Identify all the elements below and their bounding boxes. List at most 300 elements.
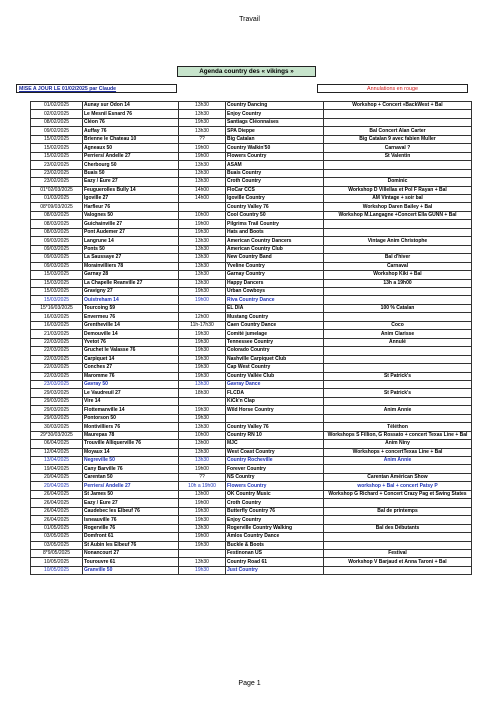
row-club: KiCk'n Clap xyxy=(226,397,324,405)
row-note: Annulé xyxy=(324,338,472,346)
row-place: Perriers/ Andelle 27 xyxy=(83,152,179,160)
row-time: 13h30 xyxy=(179,161,226,169)
table-row xyxy=(31,144,472,152)
table-row xyxy=(31,431,472,439)
row-place: Maurepas 78 xyxy=(83,431,179,439)
table-row xyxy=(31,473,472,481)
row-club: Country Valley 76 xyxy=(226,423,324,431)
row-note: Festival xyxy=(324,550,472,558)
row-note xyxy=(324,364,472,372)
row-club: Hats and Boots xyxy=(226,228,324,236)
row-place: Le Mesnil Esnard 76 xyxy=(83,110,179,118)
row-place: Garnay 28 xyxy=(83,271,179,279)
table-row xyxy=(31,254,472,262)
row-note xyxy=(324,245,472,253)
row-club: Comité jumelage xyxy=(226,330,324,338)
row-date: 15*16/03/2025 xyxy=(31,304,83,312)
row-time: 13h30 xyxy=(179,110,226,118)
row-note: Coco xyxy=(324,321,472,329)
row-club: New Country Band xyxy=(226,254,324,262)
row-date: 08/03/2025 xyxy=(31,211,83,219)
row-date: 8*9/05/2025 xyxy=(31,550,83,558)
table-row xyxy=(31,279,472,287)
row-time: 19h30 xyxy=(179,118,226,126)
row-date: 29/03/2025 xyxy=(31,397,83,405)
table-row xyxy=(31,203,472,211)
row-place: Langrune 14 xyxy=(83,237,179,245)
row-club: Country Valley 76 xyxy=(226,203,324,211)
row-date: 09/03/2025 xyxy=(31,237,83,245)
row-club: Buckle & Boots xyxy=(226,541,324,549)
row-club: West Coast Country xyxy=(226,448,324,456)
row-time: 19h30 xyxy=(179,414,226,422)
row-club: Forever Country xyxy=(226,465,324,473)
row-time xyxy=(179,203,226,211)
row-note xyxy=(324,380,472,388)
row-note xyxy=(324,355,472,363)
row-date: 22/03/2025 xyxy=(31,347,83,355)
table-row xyxy=(31,321,472,329)
row-time: 19h30 xyxy=(179,287,226,295)
row-note: Workshop D Villellas et Pol F Rayan + Bal xyxy=(324,186,472,194)
row-place: Vire 14 xyxy=(83,397,179,405)
row-club: Happy Dancers xyxy=(226,279,324,287)
row-date: 12/04/2025 xyxy=(31,448,83,456)
row-date: 23/02/2025 xyxy=(31,169,83,177)
row-time: 19h30 xyxy=(179,507,226,515)
row-place: Cléon 76 xyxy=(83,118,179,126)
row-note: Anim Clarisse xyxy=(324,330,472,338)
table-row xyxy=(31,347,472,355)
row-date: 29/03/2025 xyxy=(31,414,83,422)
row-time: 19h30 xyxy=(179,406,226,414)
row-time: 19h30 xyxy=(179,347,226,355)
row-time: 13h30 xyxy=(179,102,226,110)
row-note xyxy=(324,465,472,473)
page-header: Travail xyxy=(239,16,260,23)
row-club: Santiags Cléonnaises xyxy=(226,118,324,126)
row-note: Workshop Daren Bailey + Bal xyxy=(324,203,472,211)
row-club: American Country Club xyxy=(226,245,324,253)
row-club: Country Vallée Club xyxy=(226,372,324,380)
row-date: 01/05/2025 xyxy=(31,524,83,532)
row-date: 15/02/2025 xyxy=(31,152,83,160)
row-place: Envermeu 76 xyxy=(83,313,179,321)
row-place: Caudebec les Elbeuf 76 xyxy=(83,507,179,515)
row-place: Carpiquet 14 xyxy=(83,355,179,363)
table-row xyxy=(31,228,472,236)
row-date: 15/02/2025 xyxy=(31,144,83,152)
row-place: Auffay 76 xyxy=(83,127,179,135)
row-club: Croth Country xyxy=(226,178,324,186)
table-row xyxy=(31,448,472,456)
row-note: St Patrick's xyxy=(324,372,472,380)
row-time: 14h00 xyxy=(179,186,226,194)
row-club: Country Rocheville xyxy=(226,457,324,465)
table-row xyxy=(31,304,472,312)
row-club: Urban Cowboys xyxy=(226,287,324,295)
row-time: 19h30 xyxy=(179,566,226,574)
row-place: Cany Barville 76 xyxy=(83,465,179,473)
row-note xyxy=(324,220,472,228)
row-club: Cool Country 50 xyxy=(226,211,324,219)
table-row xyxy=(31,397,472,405)
table-row xyxy=(31,550,472,558)
update-note: MISE A JOUR LE 01/02/2025 par Claude xyxy=(16,84,177,93)
row-time: 13h30 xyxy=(179,127,226,135)
row-place: Domfront 61 xyxy=(83,533,179,541)
row-time: 13h30 xyxy=(179,558,226,566)
row-note xyxy=(324,296,472,304)
row-time: 19h00 xyxy=(179,465,226,473)
row-time: 10h00 xyxy=(179,211,226,219)
row-club: Garnay Country xyxy=(226,271,324,279)
row-time: 13h30 xyxy=(179,237,226,245)
row-time: 13h00 xyxy=(179,490,226,498)
row-note xyxy=(324,541,472,549)
row-time: 13h30 xyxy=(179,254,226,262)
row-place: Eazy / Eure 27 xyxy=(83,178,179,186)
row-time: 11h-17h30 xyxy=(179,321,226,329)
agenda-title: Agenda country des « vikings » xyxy=(177,66,316,77)
row-date: 23/02/2025 xyxy=(31,178,83,186)
row-note: Téléthon xyxy=(324,423,472,431)
row-place: Moyaux 14 xyxy=(83,448,179,456)
row-note xyxy=(324,287,472,295)
row-date: 09/03/2025 xyxy=(31,254,83,262)
row-note: workshop + Bal + concert Patsy P xyxy=(324,482,472,490)
row-club: Country RN 10 xyxy=(226,431,324,439)
row-date: 15/03/2025 xyxy=(31,296,83,304)
row-place: Pontorson 50 xyxy=(83,414,179,422)
row-date: 29/03/2025 xyxy=(31,406,83,414)
row-date: 10/05/2025 xyxy=(31,558,83,566)
table-row xyxy=(31,457,472,465)
table-row xyxy=(31,110,472,118)
row-date: 26/04/2025 xyxy=(31,499,83,507)
row-club: Rogerville Country Walking xyxy=(226,524,324,532)
row-place: Ponts 50 xyxy=(83,245,179,253)
row-date: 03/05/2025 xyxy=(31,541,83,549)
table-row xyxy=(31,237,472,245)
row-time: ?? xyxy=(179,135,226,143)
table-row xyxy=(31,245,472,253)
row-place: Negreville 50 xyxy=(83,457,179,465)
row-place: Ouistreham 14 xyxy=(83,296,179,304)
row-club: Croth Country xyxy=(226,499,324,507)
row-club: Amlos Country Dance xyxy=(226,533,324,541)
row-club: Pilgrims Trail Country xyxy=(226,220,324,228)
row-time: 19h00 xyxy=(179,499,226,507)
row-place: St Aubin les Elbeuf 76 xyxy=(83,541,179,549)
row-note: Workshop + Concert «BackWest + Bal xyxy=(324,102,472,110)
table-row xyxy=(31,406,472,414)
row-date: 22/03/2025 xyxy=(31,338,83,346)
row-note: 13h a 19h00 xyxy=(324,279,472,287)
row-date: 23/02/2025 xyxy=(31,161,83,169)
row-date: 29*30/03/2025 xyxy=(31,431,83,439)
row-place: Rogerville 76 xyxy=(83,524,179,532)
row-date: 15/02/2025 xyxy=(31,135,83,143)
table-row xyxy=(31,533,472,541)
row-note: Anim Annie xyxy=(324,457,472,465)
table-row xyxy=(31,338,472,346)
row-time: 13h30 xyxy=(179,271,226,279)
row-place: Tourcoing 59 xyxy=(83,304,179,312)
row-place: Isneauville 76 xyxy=(83,516,179,524)
row-date: 09/02/2025 xyxy=(31,127,83,135)
table-row xyxy=(31,161,472,169)
row-club: NS Country xyxy=(226,473,324,481)
row-place: Flottemanville 14 xyxy=(83,406,179,414)
row-place: Nonancourt 27 xyxy=(83,550,179,558)
row-date: 06/04/2025 xyxy=(31,440,83,448)
row-time: 19h00 xyxy=(179,296,226,304)
row-time: 19h30 xyxy=(179,228,226,236)
row-date: 16/03/2025 xyxy=(31,313,83,321)
row-club: Country Dancing xyxy=(226,102,324,110)
table-row xyxy=(31,152,472,160)
row-place: La Chapelle Reanville 27 xyxy=(83,279,179,287)
row-club: MJC xyxy=(226,440,324,448)
row-note: Bal Concert Alan Carter xyxy=(324,127,472,135)
table-row xyxy=(31,262,472,270)
row-note: Bal de printemps xyxy=(324,507,472,515)
row-note xyxy=(324,347,472,355)
row-place: La Saussaye 27 xyxy=(83,254,179,262)
table-row xyxy=(31,465,472,473)
row-time xyxy=(179,550,226,558)
table-row xyxy=(31,364,472,372)
row-place: Perriers/ Andelle 27 xyxy=(83,482,179,490)
row-note: Bal d'hiver xyxy=(324,254,472,262)
row-note: Workshop Kiki + Bal xyxy=(324,271,472,279)
table-row xyxy=(31,507,472,515)
row-note: 100 % Catalan xyxy=(324,304,472,312)
row-place: Carentan 50 xyxy=(83,473,179,481)
row-club: Flowers Country xyxy=(226,152,324,160)
row-club: FloCar CCS xyxy=(226,186,324,194)
row-time: 19h30 xyxy=(179,330,226,338)
row-time: 10h a 19h00 xyxy=(179,482,226,490)
row-date: 01*02/03/2025 xyxy=(31,186,83,194)
row-note xyxy=(324,414,472,422)
row-club: Just Country xyxy=(226,566,324,574)
row-club: Mustang Country xyxy=(226,313,324,321)
row-club: Enjoy Country xyxy=(226,516,324,524)
row-place: Guichainville 27 xyxy=(83,220,179,228)
row-date: 16/03/2025 xyxy=(31,321,83,329)
table-row xyxy=(31,211,472,219)
row-club: Igoville Country xyxy=(226,194,324,202)
row-note: Workshop V Barjaud et Anna Taroni + Bal xyxy=(324,558,472,566)
row-club: Country Road 61 xyxy=(226,558,324,566)
row-note: Workshops S Fillion, G Rossato + concert Texas Line + Bal xyxy=(324,431,472,439)
row-note: Carentan Américan Show xyxy=(324,473,472,481)
row-note: AM Vintage + soir bal xyxy=(324,194,472,202)
row-place: Igoville 27 xyxy=(83,194,179,202)
row-date: 20/04/2025 xyxy=(31,473,83,481)
row-note xyxy=(324,566,472,574)
row-time: ?? xyxy=(179,473,226,481)
row-note xyxy=(324,533,472,541)
row-club: Big Catalan xyxy=(226,135,324,143)
row-time: 19h30 xyxy=(179,541,226,549)
row-place: Pont Audemer 27 xyxy=(83,228,179,236)
row-date: 22/03/2025 xyxy=(31,355,83,363)
row-place: Maromme 76 xyxy=(83,372,179,380)
row-club: FLCDA xyxy=(226,389,324,397)
table-row xyxy=(31,194,472,202)
row-note xyxy=(324,516,472,524)
row-time: 12h00 xyxy=(179,313,226,321)
row-place: Cherbourg 50 xyxy=(83,161,179,169)
row-time: 19h30 xyxy=(179,516,226,524)
row-note: Big Catalan 9 avec fabien Muller xyxy=(324,135,472,143)
row-note: Bal des Débutants xyxy=(324,524,472,532)
row-club: Colorado Country xyxy=(226,347,324,355)
row-place: Eazy / Eure 27 xyxy=(83,499,179,507)
row-note xyxy=(324,499,472,507)
row-note xyxy=(324,169,472,177)
row-time xyxy=(179,304,226,312)
row-club xyxy=(226,414,324,422)
row-place: Gruchet le Valasse 76 xyxy=(83,347,179,355)
row-date: 08/03/2025 xyxy=(31,228,83,236)
row-time: 19h00 xyxy=(179,144,226,152)
row-date: 08*09/03/2025 xyxy=(31,203,83,211)
table-row xyxy=(31,499,472,507)
row-time: 13h30 xyxy=(179,524,226,532)
row-place: Brienne le Chateau 10 xyxy=(83,135,179,143)
row-note: Workshops + concertTexas Line + Bal xyxy=(324,448,472,456)
row-place: Aunay sur Odon 14 xyxy=(83,102,179,110)
row-place: Buais 50 xyxy=(83,169,179,177)
table-row xyxy=(31,490,472,498)
row-note: Carnaval ? xyxy=(324,144,472,152)
table-row xyxy=(31,135,472,143)
table-row xyxy=(31,355,472,363)
row-date: 01/03/2025 xyxy=(31,194,83,202)
row-place: Harfleur 76 xyxy=(83,203,179,211)
table-row xyxy=(31,186,472,194)
row-note xyxy=(324,118,472,126)
row-club: SPA Dieppe xyxy=(226,127,324,135)
row-time: 13h30 xyxy=(179,245,226,253)
row-date: 15/03/2025 xyxy=(31,279,83,287)
row-note: Anim Annie xyxy=(324,406,472,414)
row-date: 09/03/2025 xyxy=(31,245,83,253)
table-row xyxy=(31,380,472,388)
table-row xyxy=(31,118,472,126)
row-time: 13h30 xyxy=(179,279,226,287)
row-date: 08/03/2025 xyxy=(31,220,83,228)
row-note xyxy=(324,397,472,405)
row-note xyxy=(324,110,472,118)
table-row xyxy=(31,169,472,177)
row-date: 22/03/2025 xyxy=(31,372,83,380)
row-date: 02/02/2025 xyxy=(31,110,83,118)
row-date: 26/04/2025 xyxy=(31,516,83,524)
row-place: Tourouvre 61 xyxy=(83,558,179,566)
row-place: Feuguerolles Bully 14 xyxy=(83,186,179,194)
page-footer: Page 1 xyxy=(238,680,261,687)
row-club: Festinonan US xyxy=(226,550,324,558)
table-row xyxy=(31,330,472,338)
table-row xyxy=(31,516,472,524)
row-club: Butterfly Country 76 xyxy=(226,507,324,515)
row-place: St James 50 xyxy=(83,490,179,498)
row-time: 13h30 xyxy=(179,169,226,177)
row-place: Le Vaudreuil 27 xyxy=(83,389,179,397)
row-place: Demouville 14 xyxy=(83,330,179,338)
row-note: Workshop M.Langagne +Concert Ella GUNN + Bal xyxy=(324,211,472,219)
row-club: EL DIA xyxy=(226,304,324,312)
row-date: 08/02/2025 xyxy=(31,118,83,126)
row-club: OK Country Music xyxy=(226,490,324,498)
row-note: St Patrick's xyxy=(324,389,472,397)
row-place: Montivilliers 76 xyxy=(83,423,179,431)
row-club: Nashville Carpiquet Club xyxy=(226,355,324,363)
row-date: 15/03/2025 xyxy=(31,287,83,295)
row-place: Trouville Alliquerville 76 xyxy=(83,440,179,448)
row-note: St Valentin xyxy=(324,152,472,160)
row-club: Riva Country Dance xyxy=(226,296,324,304)
row-place: Yvetot 76 xyxy=(83,338,179,346)
table-row xyxy=(31,313,472,321)
table-row xyxy=(31,440,472,448)
row-note: Carnaval xyxy=(324,262,472,270)
row-place: Gravigny 27 xyxy=(83,287,179,295)
row-date: 01/02/2025 xyxy=(31,102,83,110)
row-time: 13h00 xyxy=(179,440,226,448)
table-row xyxy=(31,220,472,228)
table-row xyxy=(31,558,472,566)
row-date: 29/03/2025 xyxy=(31,389,83,397)
table-row xyxy=(31,414,472,422)
row-place: Morainvilliers 78 xyxy=(83,262,179,270)
row-time: 14h00 xyxy=(179,194,226,202)
row-date: 21/03/2025 xyxy=(31,330,83,338)
row-club: American Country Dancers xyxy=(226,237,324,245)
row-place: Valognes 50 xyxy=(83,211,179,219)
cancellation-note: Annulations en rouge xyxy=(317,84,468,93)
row-time: 19h30 xyxy=(179,364,226,372)
row-time: 18h30 xyxy=(179,389,226,397)
row-place: Conches 27 xyxy=(83,364,179,372)
table-row xyxy=(31,566,472,574)
row-time xyxy=(179,397,226,405)
row-date: 13/04/2025 xyxy=(31,457,83,465)
row-club: Buais Country xyxy=(226,169,324,177)
row-club: Tennessee Country xyxy=(226,338,324,346)
row-club: Cap West Country xyxy=(226,364,324,372)
row-note: Workshop G Richard + Concert Crazy Pag et Swing States xyxy=(324,490,472,498)
row-note xyxy=(324,228,472,236)
row-time: 19h30 xyxy=(179,338,226,346)
agenda-body xyxy=(31,102,472,575)
row-club: Country Walkin'50 xyxy=(226,144,324,152)
row-date: 22/03/2025 xyxy=(31,364,83,372)
row-time: 13h30 xyxy=(179,262,226,270)
row-club: ASAM xyxy=(226,161,324,169)
table-row xyxy=(31,271,472,279)
row-time: 19h00 xyxy=(179,220,226,228)
row-note: Anim Niny xyxy=(324,440,472,448)
table-row xyxy=(31,482,472,490)
row-place: Grentheville 14 xyxy=(83,321,179,329)
row-note: Dominic xyxy=(324,178,472,186)
